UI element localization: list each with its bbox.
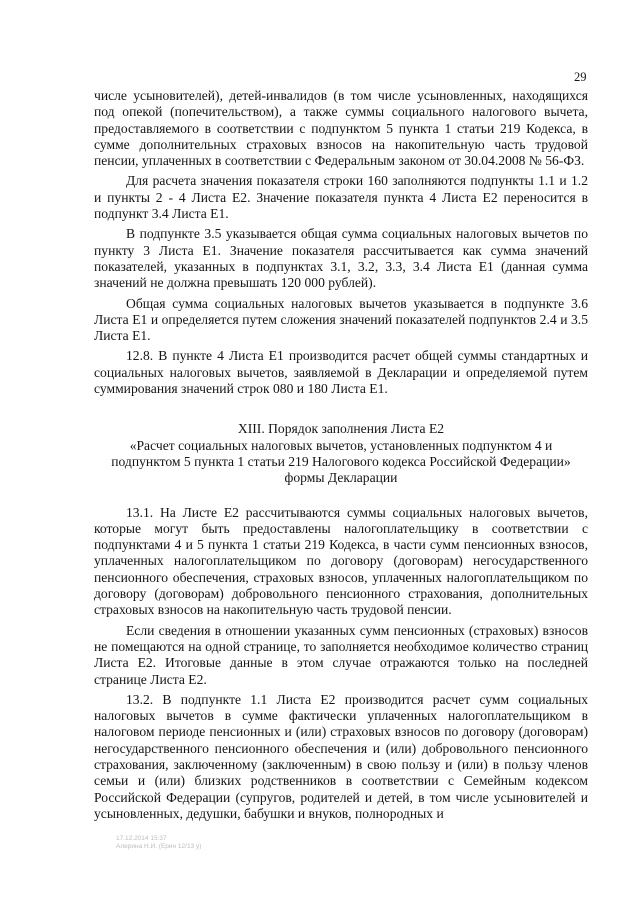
- document-body: [94, 88, 588, 826]
- print-stamp-line: Алерина Н.И. (Ерин 12/13 у): [116, 843, 202, 850]
- paragraph: Общая сумма социальных налоговых вычетов указывается в подпункте 3.6 Листа Е1 и определяется путем сложения значений показателей подпунктов 2.4 и 3.5 Листа Е1.: [94, 295, 588, 344]
- page-number: 29: [574, 70, 587, 84]
- section-heading-line: «Расчет социальных налоговых вычетов, установленных подпунктом 4 и: [129, 437, 553, 453]
- print-stamp: [116, 835, 201, 851]
- section-heading: [94, 421, 588, 486]
- section-heading-line: формы Декларации: [284, 470, 398, 486]
- section-heading-line: подпунктом 5 пункта 1 статьи 219 Налогового кодекса Российской Федерации»: [111, 453, 571, 469]
- paragraph: 12.8. В пункте 4 Листа Е1 производится расчет общей суммы стандартных и социальных налоговых вычетов, заявляемой в Декларации и определяемой путем суммирования значений строк 080 и 180 Листа Е1.: [94, 348, 588, 397]
- paragraph: 13.1. На Листе Е2 рассчитываются суммы социальных налоговых вычетов, которые могут быть предоставлены налогоплательщику в соответствии с подпунктами 4 и 5 пункта 1 статьи 219 Кодекса, в части сумм пенсионных взносов, уплаченных налогоплательщиком по договору (договорам) негосударственного пенсионного обеспечения, страховых взносов, уплаченных налогоплательщиком по договору (договорам) добровольного пенсионного страхования, дополнительных страховых взносов на накопительную часть трудовой пенсии.: [94, 504, 588, 618]
- section-heading-line: XIII. Порядок заполнения Листа Е2: [237, 421, 445, 437]
- paragraph: Если сведения в отношении указанных сумм пенсионных (страховых) взносов не помещаются на одной странице, то заполняется необходимое количество страниц Листа Е2. Итоговые данные в этом случае отражаются только на последней странице Листа Е2.: [94, 622, 588, 687]
- print-stamp-line: 17.12.2014 15:37: [116, 835, 167, 842]
- paragraph: 13.2. В подпункте 1.1 Листа Е2 производится расчет сумм социальных налоговых вычетов в сумме фактически уплаченных налогоплательщиком в налоговом периоде пенсионных и (или) страховых взносов по договору (договорам) негосударственного пенсионного обеспечения и (или) добровольного пенсионного страхования, заключенному (заключенным) в свою пользу и (или) в пользу членов семьи и (или) близких родственников в соответствии с Семейным кодексом Российской Федерации (супругов, родителей и детей, в том числе усыновителей и усыновленных, дедушки, бабушки и внуков, полнородных и: [94, 691, 588, 821]
- paragraph: В подпункте 3.5 указывается общая сумма социальных налоговых вычетов по пункту 3 Листа Е1. Значение показателя рассчитывается как сумма значений показателей, указанных в подпунктах 3.1, 3.2, 3.3, 3.4 Листа Е1 (данная сумма значений не должна превышать 120 000 рублей).: [94, 226, 588, 291]
- paragraph: Для расчета значения показателя строки 160 заполняются подпункты 1.1 и 1.2 и пункты 2 - 4 Листа Е2. Значение показателя пункта 4 Листа Е2 переносится в подпункт 3.4 Листа Е1.: [94, 173, 588, 222]
- paragraph-continuation: числе усыновителей), детей-инвалидов (в том числе усыновленных, находящихся под опекой (попечительством), а также суммы социального налогового вычета, предоставляемого в соответствии с подпунктом 5 пункта 1 статьи 219 Кодекса, в сумме дополнительных страховых взносов на накопительную часть трудовой пенсии, уплаченных в соответствии с Федеральным законом от 30.04.2008 № 56-ФЗ.: [94, 88, 588, 169]
